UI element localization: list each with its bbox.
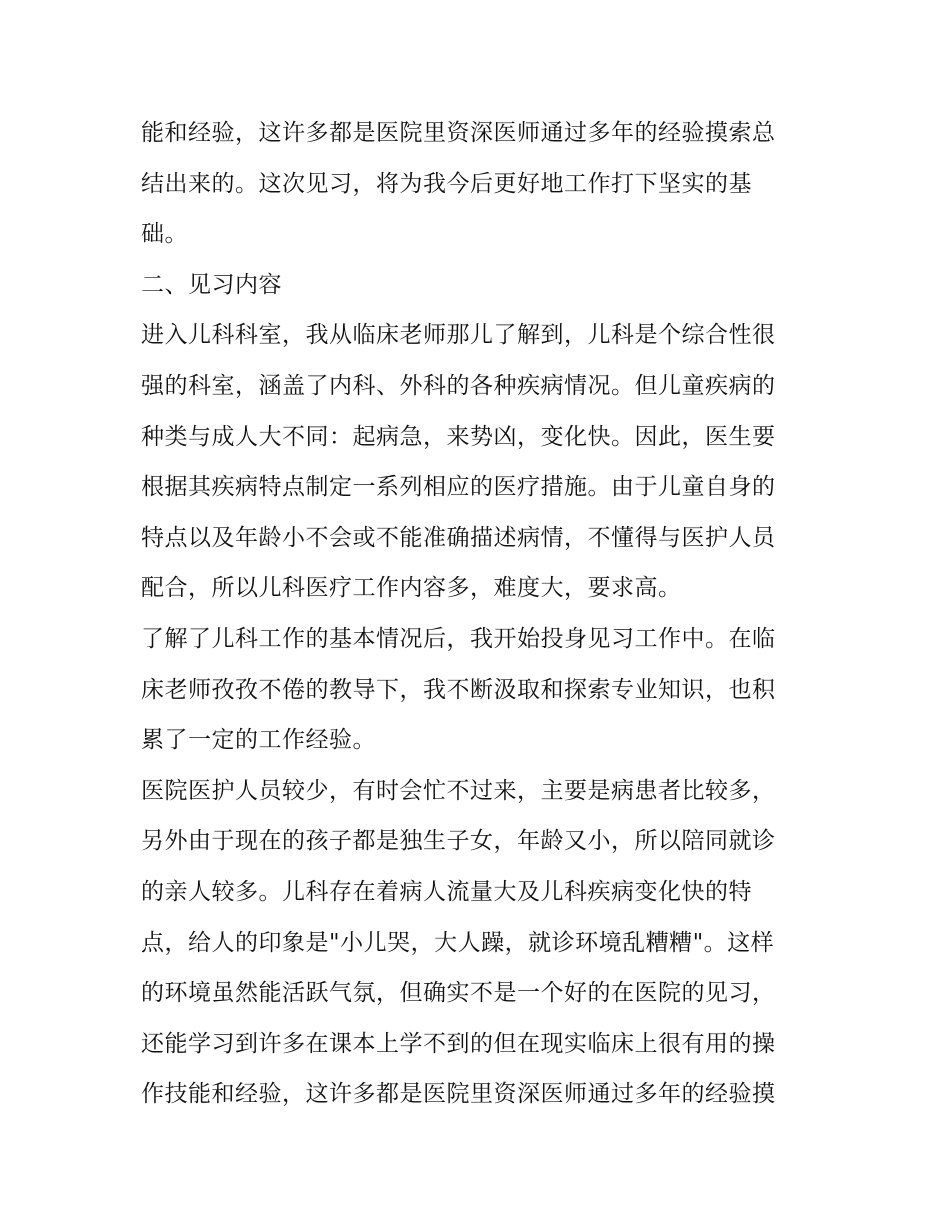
text-line: 能和经验，这许多都是医院里资深医师通过多年的经验摸索总 (141, 120, 776, 146)
text-line: 还能学习到许多在课本上学不到的但在现实临床上很有用的操 (141, 1030, 776, 1057)
text-line: 的环境虽然能活跃气氛，但确实不是一个好的在医院的见习， (141, 980, 776, 1007)
text-line: 点，给人的印象是"小儿哭，大人躁，就诊环境乱糟糟"。这样 (141, 929, 775, 956)
text-line: 强的科室，涵盖了内科、外科的各种疾病情况。但儿童疾病的 (141, 372, 776, 399)
text-line: 种类与成人大不同：起病急，来势凶，变化快。因此，医生要 (141, 423, 776, 450)
text-line: 作技能和经验，这许多都是医院里资深医师通过多年的经验摸 (141, 1081, 776, 1108)
text-line: 另外由于现在的孩子都是独生子女，年龄又小，所以陪同就诊 (141, 828, 776, 855)
text-line: 累了一定的工作经验。 (141, 727, 376, 754)
text-line: 配合，所以儿科医疗工作内容多，难度大，要求高。 (141, 575, 682, 602)
text-line: 床老师孜孜不倦的教导下，我不断汲取和探索专业知识，也积 (141, 676, 776, 703)
section-heading: 二、见习内容 (141, 271, 282, 298)
text-line: 特点以及年龄小不会或不能准确描述病情，不懂得与医护人员 (141, 524, 776, 551)
text-line: 医院医护人员较少，有时会忙不过来，主要是病患者比较多， (141, 777, 776, 804)
text-line: 础。 (141, 221, 188, 248)
text-line: 根据其疾病特点制定一系列相应的医疗措施。由于儿童自身的 (141, 474, 776, 501)
text-line: 的亲人较多。儿科存在着病人流量大及儿科疾病变化快的特 (141, 878, 752, 905)
text-line: 结出来的。这次见习，将为我今后更好地工作打下坚实的基 (141, 170, 752, 197)
document-body (141, 108, 816, 1120)
text-line: 进入儿科科室，我从临床老师那儿了解到，儿科是个综合性很 (141, 322, 776, 349)
text-line: 了解了儿科工作的基本情况后，我开始投身见习工作中。在临 (141, 625, 776, 652)
